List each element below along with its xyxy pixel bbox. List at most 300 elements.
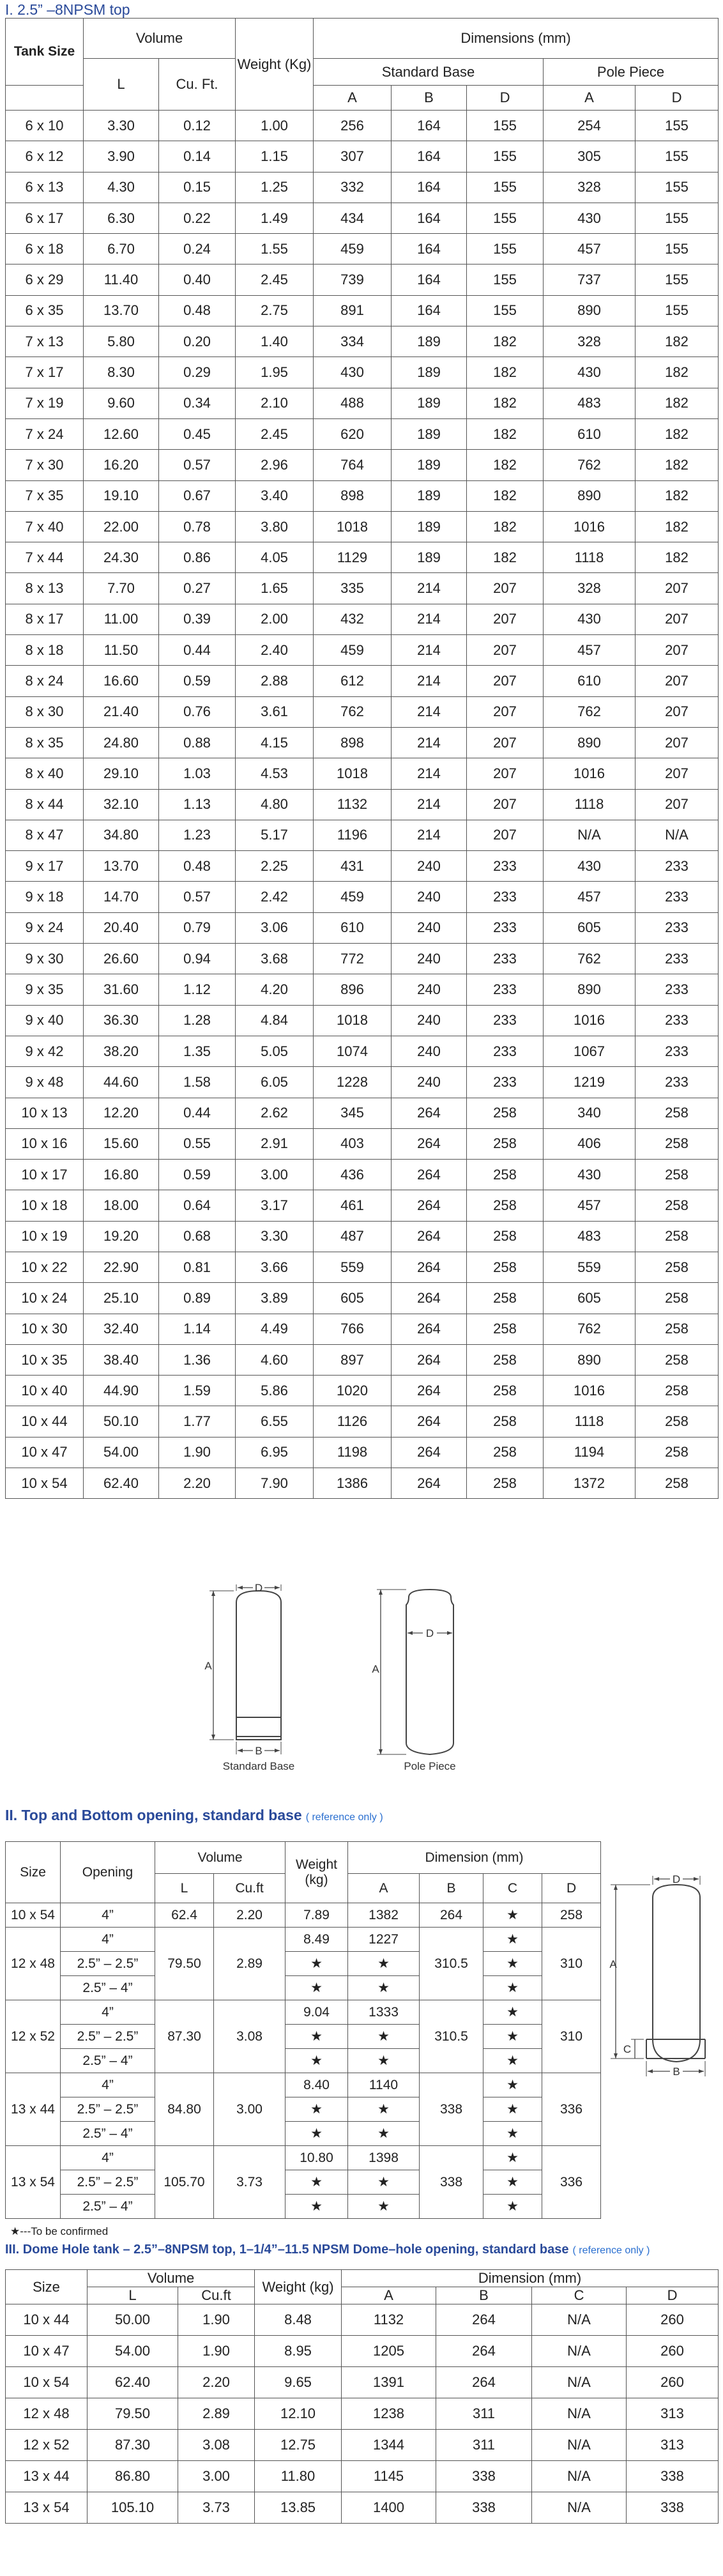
pole-a-cell: N/A [544, 820, 635, 850]
volume-l-cell: 44.60 [84, 1067, 159, 1098]
cuft-cell: 0.86 [159, 542, 236, 573]
weight-cell: 4.20 [236, 974, 314, 1005]
std-a-cell: 1074 [314, 1036, 392, 1066]
cuft-cell: 3.08 [214, 2000, 285, 2073]
std-a-cell: 772 [314, 944, 392, 974]
std-b-cell: 164 [392, 295, 467, 326]
table-row [6, 1221, 719, 1252]
volume-l-cell: 11.00 [84, 604, 159, 634]
tank-size-cell: 10 x 19 [6, 1221, 84, 1252]
weight-cell: 2.40 [236, 635, 314, 666]
pole-a-cell: 1016 [544, 1005, 635, 1036]
pole-a-cell: 890 [544, 480, 635, 511]
std-d-cell: 155 [467, 203, 544, 233]
t3-header-weight: Weight (kg) [255, 2270, 342, 2304]
table-row [6, 1952, 601, 1976]
opening-cell: 2.5” – 4” [61, 2122, 155, 2146]
tank-size-cell: 9 x 30 [6, 944, 84, 974]
pole-d-cell: 207 [635, 635, 719, 666]
tank-size-cell: 7 x 44 [6, 542, 84, 573]
pole-a-cell: 254 [544, 111, 635, 141]
pole-d-cell: 207 [635, 727, 719, 758]
std-b-cell: 214 [392, 635, 467, 666]
volume-l-cell: 16.20 [84, 450, 159, 480]
table-row [6, 203, 719, 233]
std-b-cell: 189 [392, 357, 467, 388]
std-a-cell: 1018 [314, 1005, 392, 1036]
dim-d-cell: 260 [627, 2336, 719, 2367]
pole-d-cell: 182 [635, 388, 719, 418]
weight-cell: 2.88 [236, 666, 314, 696]
std-b-cell: 214 [392, 727, 467, 758]
cuft-cell: 1.13 [159, 789, 236, 820]
header-weight: Weight (Kg) [236, 19, 314, 111]
std-a-cell: 605 [314, 1283, 392, 1314]
weight-cell: 3.06 [236, 912, 314, 943]
table-row [6, 1928, 601, 1952]
std-b-cell: 264 [392, 1252, 467, 1282]
dim-a-cell: 1382 [348, 1903, 420, 1928]
header-pole-piece: Pole Piece [544, 59, 719, 86]
weight-cell: 5.17 [236, 820, 314, 850]
volume-l-cell: 24.80 [84, 727, 159, 758]
std-b-cell: 189 [392, 388, 467, 418]
std-a-cell: 1132 [314, 789, 392, 820]
dim-d-cell: 313 [627, 2398, 719, 2430]
std-a-cell: 739 [314, 264, 392, 295]
std-d-cell: 233 [467, 974, 544, 1005]
cuft-cell: 0.67 [159, 480, 236, 511]
tank-size-cell: 7 x 17 [6, 357, 84, 388]
std-a-cell: 897 [314, 1344, 392, 1375]
opening-cell: 2.5” – 2.5” [61, 2025, 155, 2049]
std-b-cell: 264 [392, 1344, 467, 1375]
volume-l-cell: 105.10 [88, 2492, 178, 2524]
pole-d-cell: 155 [635, 234, 719, 264]
std-b-cell: 264 [392, 1437, 467, 1468]
table-row [6, 2367, 719, 2398]
std-d-cell: 182 [467, 480, 544, 511]
volume-l-cell: 15.60 [84, 1128, 159, 1159]
star-icon: ★ [285, 2097, 348, 2122]
cuft-cell: 0.24 [159, 234, 236, 264]
std-d-cell: 258 [467, 1437, 544, 1468]
std-a-cell: 332 [314, 172, 392, 203]
pole-d-cell: N/A [635, 820, 719, 850]
std-a-cell: 436 [314, 1160, 392, 1190]
pole-d-cell: 207 [635, 573, 719, 604]
star-icon: ★ [285, 2122, 348, 2146]
tank-size-cell: 7 x 40 [6, 511, 84, 542]
tank-size-cell: 9 x 35 [6, 974, 84, 1005]
dim-a-cell: 1344 [342, 2430, 436, 2461]
weight-cell: 13.85 [255, 2492, 342, 2524]
tank-size-cell: 6 x 12 [6, 141, 84, 172]
weight-cell: 3.17 [236, 1190, 314, 1221]
pole-a-cell: 890 [544, 295, 635, 326]
cuft-cell: 0.59 [159, 1160, 236, 1190]
pole-a-cell: 1016 [544, 511, 635, 542]
cuft-cell: 1.90 [178, 2304, 255, 2336]
table-row [6, 2195, 601, 2219]
size-cell: 10 x 44 [6, 2304, 88, 2336]
std-d-cell: 258 [467, 1190, 544, 1221]
std-a-cell: 403 [314, 1128, 392, 1159]
std-d-cell: 155 [467, 264, 544, 295]
section3-title: III. Dome Hole tank – 2.5”–8NPSM top, 1–1/4”–11.5 NPSM Dome–hole opening, standard base ( reference only ) [5, 2242, 650, 2257]
table-row [6, 789, 719, 820]
dim-a-cell: 1391 [342, 2367, 436, 2398]
std-b-cell: 189 [392, 326, 467, 357]
star-icon: ★ [483, 2097, 542, 2122]
cuft-cell: 0.57 [159, 450, 236, 480]
table-row [6, 141, 719, 172]
weight-cell: 4.84 [236, 1005, 314, 1036]
std-a-cell: 1129 [314, 542, 392, 573]
section3-note: ( reference only ) [572, 2245, 650, 2256]
pole-d-cell: 258 [635, 1406, 719, 1437]
std-d-cell: 207 [467, 604, 544, 634]
star-icon: ★ [483, 1976, 542, 2000]
table-row [6, 2097, 601, 2122]
pole-a-cell: 762 [544, 944, 635, 974]
cuft-cell: 0.57 [159, 882, 236, 912]
std-b-cell: 164 [392, 203, 467, 233]
dim-a-cell: 1238 [342, 2398, 436, 2430]
cuft-cell: 0.94 [159, 944, 236, 974]
std-a-cell: 898 [314, 727, 392, 758]
tank-size-cell: 9 x 17 [6, 851, 84, 882]
cuft-cell: 3.73 [178, 2492, 255, 2524]
volume-l-cell: 34.80 [84, 820, 159, 850]
t3-header-size: Size [6, 2270, 88, 2304]
tank-size-cell: 8 x 47 [6, 820, 84, 850]
pole-d-cell: 233 [635, 851, 719, 882]
dim-b-cell: 338 [420, 2073, 483, 2146]
table-row [6, 974, 719, 1005]
std-a-cell: 434 [314, 203, 392, 233]
pole-a-cell: 1118 [544, 1406, 635, 1437]
cuft-cell: 1.14 [159, 1314, 236, 1344]
std-b-cell: 240 [392, 1067, 467, 1098]
header-d2: D [635, 86, 719, 111]
tank-size-cell: 10 x 13 [6, 1098, 84, 1128]
dim-b-cell: 310.5 [420, 2000, 483, 2073]
star-icon: ★ [285, 2049, 348, 2073]
std-d-cell: 207 [467, 666, 544, 696]
std-d-cell: 207 [467, 758, 544, 789]
pole-a-cell: 1372 [544, 1468, 635, 1499]
std-b-cell: 164 [392, 234, 467, 264]
star-icon: ★ [348, 2049, 420, 2073]
star-icon: ★ [348, 2170, 420, 2195]
std-b-cell: 189 [392, 450, 467, 480]
table-row [6, 1190, 719, 1221]
volume-l-cell: 105.70 [155, 2146, 214, 2219]
pole-a-cell: 457 [544, 882, 635, 912]
table-row [6, 1160, 719, 1190]
volume-l-cell: 24.30 [84, 542, 159, 573]
star-icon: ★ [483, 2170, 542, 2195]
legend: ★---To be confirmed [10, 2225, 109, 2237]
volume-l-cell: 87.30 [88, 2430, 178, 2461]
volume-l-cell: 79.50 [155, 1928, 214, 2000]
opening-cell: 4” [61, 1928, 155, 1952]
d2-dim-b: B [673, 2066, 680, 2078]
star-icon: ★ [483, 2049, 542, 2073]
opening-cell: 4” [61, 2146, 155, 2170]
star-icon: ★ [285, 1952, 348, 1976]
weight-cell: 1.55 [236, 234, 314, 264]
dim-a-cell: 1205 [342, 2336, 436, 2367]
dome-hole-table [5, 2269, 719, 2524]
pole-d-cell: 258 [635, 1437, 719, 1468]
tank-size-cell: 10 x 44 [6, 1406, 84, 1437]
std-a-cell: 898 [314, 480, 392, 511]
header-d: D [467, 86, 544, 111]
volume-l-cell: 26.60 [84, 944, 159, 974]
std-b-cell: 264 [392, 1190, 467, 1221]
weight-cell: 6.55 [236, 1406, 314, 1437]
std-a-cell: 1018 [314, 758, 392, 789]
weight-cell: 3.68 [236, 944, 314, 974]
size-cell: 10 x 54 [6, 1903, 61, 1928]
std-a-cell: 488 [314, 388, 392, 418]
star-icon: ★ [285, 2025, 348, 2049]
weight-cell: 8.49 [285, 1928, 348, 1952]
pole-d-cell: 233 [635, 1067, 719, 1098]
tank-size-cell: 6 x 10 [6, 111, 84, 141]
cuft-cell: 1.03 [159, 758, 236, 789]
table-row [6, 1128, 719, 1159]
volume-l-cell: 7.70 [84, 573, 159, 604]
pole-d-cell: 258 [635, 1314, 719, 1344]
section1-title: I. 2.5” –8NPSM top [5, 1, 130, 18]
table-row [6, 604, 719, 634]
star-icon: ★ [483, 2146, 542, 2170]
tank-size-cell: 6 x 29 [6, 264, 84, 295]
weight-cell: 5.86 [236, 1376, 314, 1406]
tank-size-cell: 9 x 42 [6, 1036, 84, 1066]
pole-a-cell: 762 [544, 450, 635, 480]
table-row [6, 727, 719, 758]
tank-size-cell: 9 x 48 [6, 1067, 84, 1098]
volume-l-cell: 38.40 [84, 1344, 159, 1375]
dim-a-cell: 1400 [342, 2492, 436, 2524]
tank-table [5, 18, 719, 1499]
dim-c-cell: N/A [532, 2367, 627, 2398]
std-a-cell: 459 [314, 635, 392, 666]
std-d-cell: 258 [467, 1098, 544, 1128]
header-cuft: Cu. Ft. [159, 59, 236, 111]
std-b-cell: 214 [392, 696, 467, 727]
weight-cell: 7.89 [285, 1903, 348, 1928]
volume-l-cell: 19.20 [84, 1221, 159, 1252]
pole-d-cell: 258 [635, 1283, 719, 1314]
volume-l-cell: 86.80 [88, 2461, 178, 2492]
t2-header-l: L [155, 1874, 214, 1903]
cuft-cell: 1.90 [178, 2336, 255, 2367]
weight-cell: 3.66 [236, 1252, 314, 1282]
table-row [6, 1098, 719, 1128]
star-icon: ★ [483, 1928, 542, 1952]
volume-l-cell: 29.10 [84, 758, 159, 789]
header-b: B [392, 86, 467, 111]
t2-header-c: C [483, 1874, 542, 1903]
table-row [6, 2146, 601, 2170]
weight-cell: 4.53 [236, 758, 314, 789]
volume-l-cell: 12.20 [84, 1098, 159, 1128]
t2-header-volume: Volume [155, 1842, 285, 1874]
volume-l-cell: 36.30 [84, 1005, 159, 1036]
volume-l-cell: 44.90 [84, 1376, 159, 1406]
volume-l-cell: 13.70 [84, 295, 159, 326]
pole-a-cell: 610 [544, 418, 635, 449]
dim-c-cell: N/A [532, 2430, 627, 2461]
std-b-cell: 164 [392, 264, 467, 295]
dim-c-cell: N/A [532, 2492, 627, 2524]
tank-size-cell: 7 x 19 [6, 388, 84, 418]
std-a-cell: 487 [314, 1221, 392, 1252]
d2-dim-c: C [623, 2043, 632, 2055]
pole-a-cell: 890 [544, 727, 635, 758]
volume-l-cell: 31.60 [84, 974, 159, 1005]
weight-cell: 10.80 [285, 2146, 348, 2170]
cuft-cell: 1.58 [159, 1067, 236, 1098]
std-d-cell: 233 [467, 1036, 544, 1066]
volume-l-cell: 19.10 [84, 480, 159, 511]
pole-a-cell: 890 [544, 1344, 635, 1375]
star-icon: ★ [10, 2225, 20, 2237]
std-a-cell: 620 [314, 418, 392, 449]
dim-d-cell: 310 [542, 2000, 601, 2073]
std-b-cell: 164 [392, 111, 467, 141]
pole-d-cell: 182 [635, 418, 719, 449]
cuft-cell: 0.12 [159, 111, 236, 141]
std-a-cell: 256 [314, 111, 392, 141]
size-cell: 12 x 52 [6, 2000, 61, 2073]
pole-d-cell: 155 [635, 172, 719, 203]
weight-cell: 1.00 [236, 111, 314, 141]
d2-dim-d: D [672, 1873, 681, 1885]
volume-l-cell: 3.30 [84, 111, 159, 141]
dim-d2-label: D [425, 1627, 434, 1639]
pole-a-cell: 483 [544, 388, 635, 418]
pole-d-cell: 155 [635, 295, 719, 326]
t3-header-d: D [627, 2287, 719, 2304]
std-a-cell: 1196 [314, 820, 392, 850]
pole-a-cell: 305 [544, 141, 635, 172]
header-l: L [84, 59, 159, 111]
t3-header-dimension: Dimension (mm) [342, 2270, 719, 2287]
table-row [6, 264, 719, 295]
pole-a-cell: 328 [544, 573, 635, 604]
tank-size-cell: 10 x 24 [6, 1283, 84, 1314]
pole-d-cell: 207 [635, 666, 719, 696]
star-icon: ★ [483, 1903, 542, 1928]
pole-a-cell: 1118 [544, 789, 635, 820]
pole-a-cell: 605 [544, 1283, 635, 1314]
cuft-cell: 0.45 [159, 418, 236, 449]
volume-l-cell: 4.30 [84, 172, 159, 203]
dim-c-cell: N/A [532, 2336, 627, 2367]
cuft-cell: 0.34 [159, 388, 236, 418]
tank-size-cell: 10 x 54 [6, 1468, 84, 1499]
tank-size-cell: 7 x 24 [6, 418, 84, 449]
cuft-cell: 0.48 [159, 295, 236, 326]
table-row [6, 480, 719, 511]
opening-cell: 2.5” – 2.5” [61, 2097, 155, 2122]
weight-cell: 2.45 [236, 264, 314, 295]
tank-size-cell: 8 x 17 [6, 604, 84, 634]
pole-d-cell: 155 [635, 111, 719, 141]
dim-a-cell: 1333 [348, 2000, 420, 2025]
cuft-cell: 1.35 [159, 1036, 236, 1066]
star-icon: ★ [348, 1976, 420, 2000]
t3-header-l: L [88, 2287, 178, 2304]
table-row [6, 666, 719, 696]
t3-header-cuft: Cu.ft [178, 2287, 255, 2304]
volume-l-cell: 32.40 [84, 1314, 159, 1344]
dim-b-cell: 264 [436, 2304, 532, 2336]
volume-l-cell: 79.50 [88, 2398, 178, 2430]
dim-d-cell: 258 [542, 1903, 601, 1928]
opening-cell: 4” [61, 2073, 155, 2097]
pole-d-cell: 233 [635, 1005, 719, 1036]
volume-l-cell: 84.80 [155, 2073, 214, 2146]
cuft-cell: 2.20 [178, 2367, 255, 2398]
volume-l-cell: 12.60 [84, 418, 159, 449]
weight-cell: 3.40 [236, 480, 314, 511]
section2-note: ( reference only ) [305, 1812, 383, 1823]
cuft-cell: 0.55 [159, 1128, 236, 1159]
star-icon: ★ [348, 1952, 420, 1976]
volume-l-cell: 62.4 [155, 1903, 214, 1928]
pole-d-cell: 155 [635, 203, 719, 233]
cuft-cell: 0.22 [159, 203, 236, 233]
std-a-cell: 1020 [314, 1376, 392, 1406]
pole-a-cell: 430 [544, 1160, 635, 1190]
std-b-cell: 214 [392, 573, 467, 604]
size-cell: 13 x 54 [6, 2146, 61, 2219]
std-a-cell: 762 [314, 696, 392, 727]
weight-cell: 4.49 [236, 1314, 314, 1344]
pole-piece-label: Pole Piece [404, 1760, 456, 1772]
std-b-cell: 189 [392, 511, 467, 542]
weight-cell: 2.75 [236, 295, 314, 326]
std-b-cell: 240 [392, 882, 467, 912]
volume-l-cell: 9.60 [84, 388, 159, 418]
tank-size-cell: 6 x 18 [6, 234, 84, 264]
table-row [6, 851, 719, 882]
std-d-cell: 155 [467, 234, 544, 264]
pole-a-cell: 605 [544, 912, 635, 943]
table-row [6, 1406, 719, 1437]
std-a-cell: 1198 [314, 1437, 392, 1468]
std-b-cell: 164 [392, 141, 467, 172]
pole-a-cell: 559 [544, 1252, 635, 1282]
std-a-cell: 307 [314, 141, 392, 172]
std-b-cell: 240 [392, 1036, 467, 1066]
std-d-cell: 207 [467, 573, 544, 604]
std-d-cell: 258 [467, 1344, 544, 1375]
opening-cell: 2.5” – 4” [61, 2195, 155, 2219]
pole-a-cell: 1067 [544, 1036, 635, 1066]
cuft-cell: 2.89 [214, 1928, 285, 2000]
std-a-cell: 896 [314, 974, 392, 1005]
volume-l-cell: 14.70 [84, 882, 159, 912]
dim-b-label: B [255, 1745, 263, 1757]
